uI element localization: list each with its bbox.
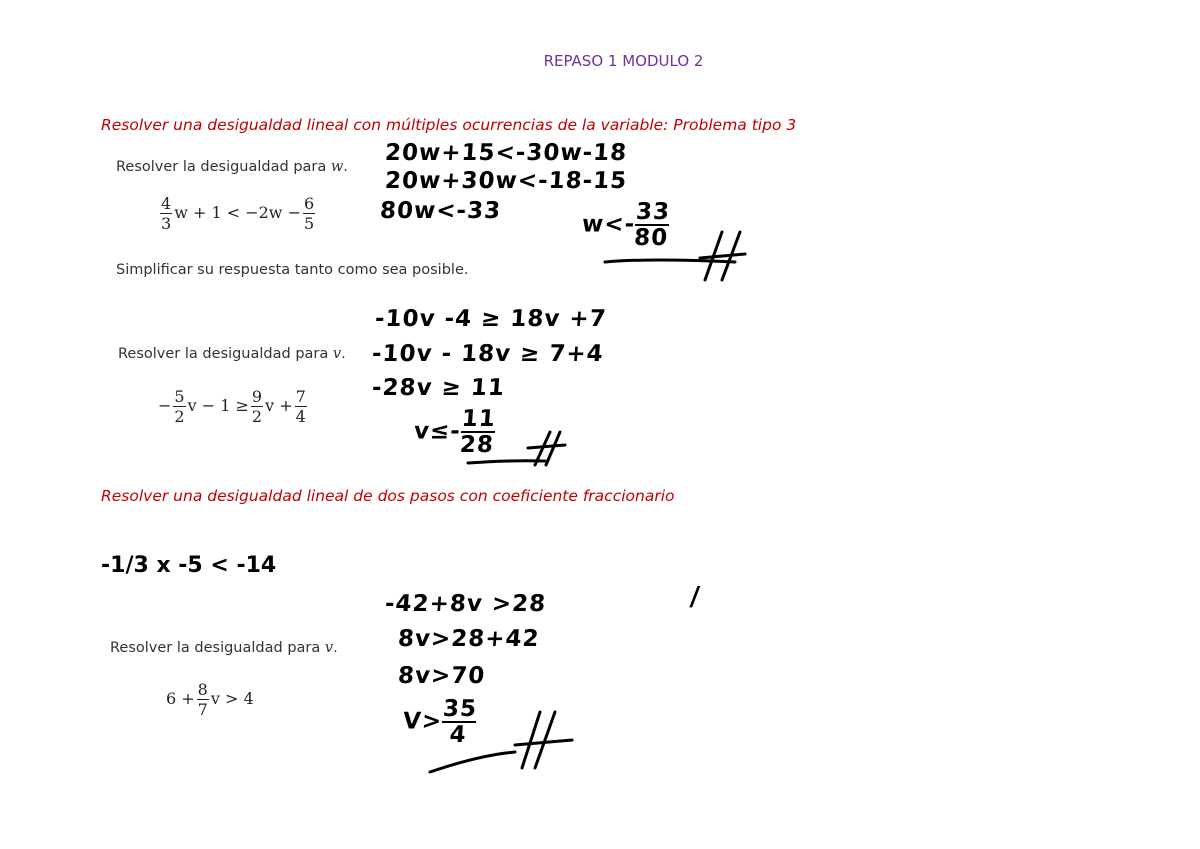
problem-c-prompt-text: Resolver la desigualdad para [110, 640, 321, 656]
problem-a-prompt-text: Resolver la desigualdad para [116, 159, 327, 175]
fraction: $\frac{6}{5}$ [304, 194, 315, 233]
fraction: $\frac{5}{2}$ [174, 387, 185, 426]
problem-c-prompt: Resolver la desigualdad para v. [110, 640, 338, 656]
handwritten-step: -42+8v >28 [384, 591, 548, 617]
problem-b-prompt-text: Resolver la desigualdad para [118, 346, 329, 362]
page-title: REPASO 1 MODULO 2 [543, 52, 704, 70]
handwritten-step: 8v>70 [397, 663, 487, 689]
fraction: $\frac{4}{3}$ [161, 194, 172, 233]
underline-answer-a [605, 260, 735, 262]
problem-a-instruction: Simplificar su respuesta tanto como sea posible. [116, 262, 469, 278]
double-slash-answer-c [515, 712, 572, 768]
fraction: $\frac{7}{4}$ [295, 387, 306, 426]
problem-b-prompt: Resolver la desigualdad para v. [118, 346, 346, 362]
section-heading-two-step: Resolver una desigualdad lineal de dos pasos con coeficiente fraccionario [101, 487, 675, 505]
handwritten-answer-a: w<- $\frac{33}{80}$ [581, 199, 671, 251]
handwritten-step: 80w<-33 [379, 198, 503, 224]
bold-expression: -1/3 x -5 < -14 [101, 553, 277, 578]
handwritten-answer-c: V> $\frac{35}{4}$ [402, 696, 478, 748]
handwritten-step: 20w+15<-30w-18 [384, 140, 629, 166]
problem-c-variable: v [324, 640, 334, 656]
problem-b-variable: v [332, 346, 342, 362]
problem-a-variable: w [330, 159, 344, 175]
problem-a-prompt: Resolver la desigualdad para w. [116, 159, 348, 175]
underline-answer-b [468, 461, 545, 463]
handwritten-step: 20w+30w<-18-15 [384, 168, 629, 194]
handwritten-step: 8v>28+42 [397, 626, 541, 652]
problem-c-equation: 6 + $\frac{8}{7}$ v > 4 [166, 680, 254, 719]
equation-middle: w + 1 < −2w − [174, 203, 301, 222]
fraction: $\frac{8}{7}$ [197, 680, 208, 719]
handwritten-step: -28v ≥ 11 [371, 375, 506, 401]
section-heading-multiple-occurrences: Resolver una desigualdad lineal con múltiples ocurrencias de la variable: Problema tipo 3 [101, 116, 797, 134]
double-slash-answer-a [700, 232, 745, 280]
underline-answer-c [430, 752, 515, 772]
stray-pen-mark: / [688, 582, 702, 612]
fraction: $\frac{9}{2}$ [251, 387, 263, 426]
handwritten-step: -10v -4 ≥ 18v +7 [374, 306, 608, 332]
handwritten-step: -10v - 18v ≥ 7+4 [371, 341, 605, 367]
problem-b-equation: − $\frac{5}{2}$ v − 1 ≥ $\frac{9}{2}$ v + $\frac{7}{4}$ [158, 387, 306, 426]
handwritten-answer-b: v≤- $\frac{11}{28}$ [413, 406, 497, 458]
